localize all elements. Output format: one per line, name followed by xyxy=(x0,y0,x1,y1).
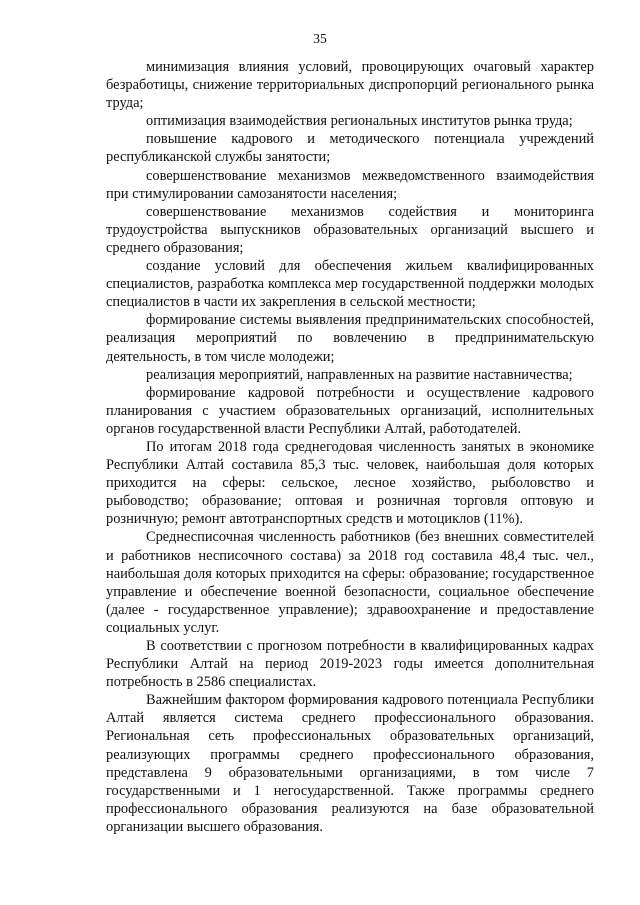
paragraph: Важнейшим фактором формирования кадрового потенциала Республики Алтай является система среднего профессионального образования. Региональная сеть профессиональных образовательных организаций, реализующих программы среднего профессионального образования, представлена 9 образовательными организациями, в том числе 7 государственными и 1 негосударственной. Также программы среднего профессионального образования реализуются на базе образовательной организации высшего образования. xyxy=(106,692,594,835)
paragraph: Среднесписочная численность работников (без внешних совместителей и работников несписочного состава) за 2018 год составила 48,4 тыс. чел., наибольшая доля которых приходится на сферы: образование; государственное управление и обеспечение военной безопасности, социальное обеспечение (далее - государственное управление); здравоохранение и предоставление социальных услуг. xyxy=(106,529,594,636)
paragraph: создание условий для обеспечения жильем квалифицированных специалистов, разработка комплекса мер государственной поддержки молодых специалистов в части их закрепления в сельской местности; xyxy=(106,258,594,311)
paragraph: реализация мероприятий, направленных на развитие наставничества; xyxy=(146,366,573,383)
paragraph: В соответствии с прогнозом потребности в квалифицированных кадрах Республики Алтай на период 2019-2023 годы имеется дополнительная потребность в 2586 специалистах. xyxy=(106,638,594,691)
page-number: 35 xyxy=(313,31,327,46)
document-body xyxy=(106,58,594,836)
paragraph: повышение кадрового и методического потенциала учреждений республиканской службы занятости; xyxy=(106,131,594,166)
paragraph: формирование системы выявления предпринимательских способностей, реализация мероприятий по вовлечению в предпринимательскую деятельность, в том числе молодежи; xyxy=(106,312,594,365)
paragraph: формирование кадровой потребности и осуществление кадрового планирования с участием образовательных организаций, исполнительных органов государственной власти Республики Алтай, работодателей. xyxy=(106,384,594,437)
paragraph: оптимизация взаимодействия региональных институтов рынка труда; xyxy=(146,113,573,130)
paragraph: совершенствование механизмов содействия и мониторинга трудоустройства выпускников образовательных организаций высшего и среднего образования; xyxy=(106,203,594,256)
paragraph: По итогам 2018 года среднегодовая численность занятых в экономике Республики Алтай составила 85,3 тыс. человек, наибольшая доля которых приходится на сферы: сельское, лесное хозяйство, рыболовство и рыбоводство; образование; оптовая и розничная торговля оптовую и розничную; ремонт автотранспортных средств и мотоциклов (11%). xyxy=(106,438,594,528)
paragraph: минимизация влияния условий, провоцирующих очаговый характер безработицы, снижение территориальных диспропорций регионального рынка труда; xyxy=(106,59,594,112)
paragraph: совершенствование механизмов межведомственного взаимодействия при стимулировании самозанятости населения; xyxy=(106,167,594,202)
